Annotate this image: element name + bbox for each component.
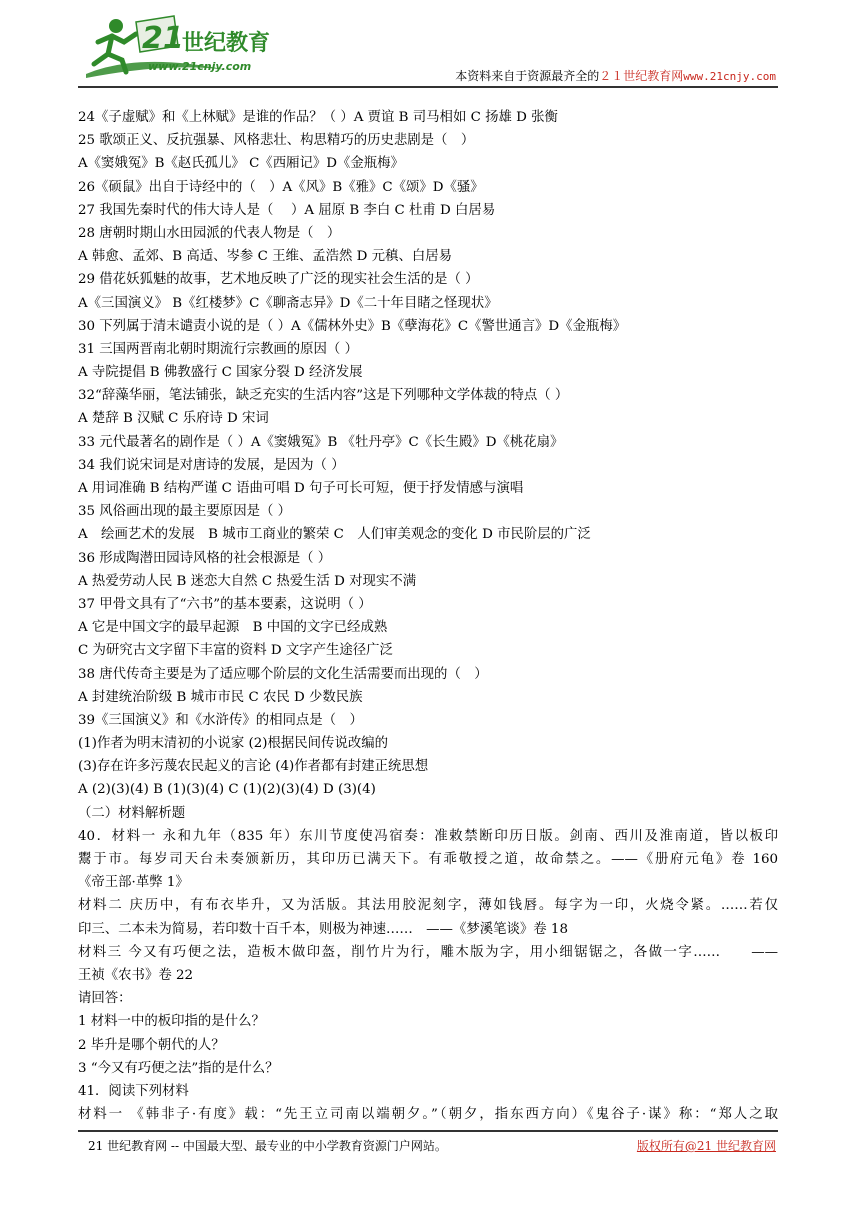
- text-line: 33 元代最著名的剧作是（ ）A《窦娥冤》B 《牡丹亭》C《长生殿》D《桃花扇》: [78, 434, 564, 450]
- text-line: 38 唐代传奇主要是为了适应哪个阶层的文化生活需要而出现的（ ）: [78, 666, 488, 682]
- site-logo[interactable]: [78, 12, 288, 84]
- text-line: 41．阅读下列材料: [78, 1083, 189, 1099]
- text-line: 35 风俗画出现的最主要原因是（ ）: [78, 504, 292, 520]
- runner-logo-icon: [78, 12, 288, 84]
- text-line: A 绘画艺术的发展 B 城市工商业的繁荣 C 人们审美观念的变化 D 市民阶层的广泛: [78, 527, 591, 543]
- text-line: 1 材料一中的板印指的是什么？: [78, 1014, 265, 1030]
- footer-divider: [78, 1130, 778, 1132]
- text-line: 36 形成陶潜田园诗风格的社会根源是（ ）: [78, 550, 332, 566]
- svg-text:21: 21: [142, 21, 184, 56]
- text-line: A 寺院提倡 B 佛教盛行 C 国家分裂 D 经济发展: [78, 365, 363, 381]
- text-line: 《帝王部·革弊 1》: [78, 875, 189, 891]
- text-line: 39《三国演义》和《水浒传》的相同点是（ ）: [78, 712, 363, 728]
- footer-copyright-link[interactable]: 版权所有@21 世纪教育网: [636, 1139, 776, 1153]
- text-line: 32“辞藻华丽，笔法铺张，缺乏充实的生活内容”这是下列哪种文学体裁的特点（ ）: [78, 388, 569, 404]
- text-line: A 楚辞 B 汉赋 C 乐府诗 D 宋词: [78, 411, 269, 427]
- header-note-site-link[interactable]: www.21cnjy.com: [683, 70, 776, 83]
- text-line: A《窦娥冤》B《赵氏孤儿》 C《西厢记》D《金瓶梅》: [78, 156, 404, 172]
- text-line: 34 我们说宋词是对唐诗的发展，是因为（ ）: [78, 457, 345, 473]
- text-line: (1)作者为明末清初的小说家 (2)根据民间传说改编的: [78, 736, 389, 752]
- text-line: A 韩愈、孟郊、B 高适、岑参 C 王维、孟浩然 D 元稹、白居易: [78, 249, 453, 265]
- text-line: 印三、二本未为简易，若印数十百千本，则极为神速…… ——《梦溪笔谈》卷 18: [78, 921, 568, 937]
- text-line: C 为研究古文字留下丰富的资料 D 文字产生途径广泛: [78, 643, 393, 659]
- text-line: 28 唐朝时期山水田园派的代表人物是（ ）: [78, 225, 341, 241]
- text-line: (3)存在许多污蔑农民起义的言论 (4)作者都有封建正统思想: [78, 759, 429, 775]
- text-line: A (2)(3)(4) B (1)(3)(4) C (1)(2)(3)(4) D (3)(4): [78, 782, 376, 798]
- text-line: 材料一 《韩非子·有度》载：“先王立司南以端朝夕。”（朝夕，指东西方向）《鬼谷子·谋》称：“郑人之取: [78, 1107, 778, 1123]
- text-line: 24《子虚赋》和《上林赋》是谁的作品？（ ）A 贾谊 B 司马相如 C 扬雄 D 张衡: [78, 110, 558, 125]
- text-line: 40．材料一 永和九年（835 年）东川节度使冯宿奏：准敕禁断印历日版。剑南、西川及淮南道，皆以板印: [78, 828, 778, 844]
- text-line: A 用词准确 B 结构严谨 C 语曲可唱 D 句子可长可短，便于抒发情感与演唱: [78, 481, 524, 496]
- page-header: [78, 12, 778, 86]
- text-line: A 热爱劳动人民 B 迷恋大自然 C 热爱生活 D 对现实不满: [78, 573, 417, 589]
- logo-url: www.21cnjy.com: [148, 60, 252, 73]
- text-line: 26《硕鼠》出自于诗经中的（ ）A《风》B《雅》C《颂》D《骚》: [78, 179, 484, 195]
- text-line: 3 “今又有巧便之法”指的是什么？: [78, 1060, 279, 1076]
- section-heading: （二）材料解析题: [78, 805, 186, 821]
- text-line: A《三国演义》 B《红楼梦》C《聊斋志异》D《二十年目睹之怪现状》: [78, 295, 498, 311]
- text-line: A 封建统治阶级 B 城市市民 C 农民 D 少数民族: [78, 689, 363, 705]
- document-body: [78, 106, 778, 1126]
- text-line: 王祯《农书》卷 22: [78, 967, 194, 983]
- header-note-highlight[interactable]: ２１世纪教育网: [599, 69, 684, 83]
- text-line: 请回答：: [78, 991, 132, 1007]
- text-line: 31 三国两晋南北朝时期流行宗教画的原因（ ）: [78, 341, 358, 357]
- text-line: 鬻于市。每岁司天台未奏颁新历，其印历已满天下。有乖敬授之道，故命禁之。——《册府元龟》卷 160: [78, 852, 778, 867]
- text-line: 30 下列属于清末谴责小说的是（ ）A《儒林外史》B《孽海花》C《警世通言》D《金瓶梅》: [78, 318, 627, 334]
- text-line: 材料三 今又有巧便之法，造板木做印盔，削竹片为行，雕木版为字，用小细锯锯之，各做一字…… ——: [78, 944, 778, 960]
- footer-text: 21 世纪教育网 -- 中国最大型、最专业的中小学教育资源门户网站。: [88, 1139, 447, 1153]
- text-line: A 它是中国文字的最早起源 B 中国的文字已经成熟: [78, 620, 388, 636]
- text-line: 2 毕升是哪个朝代的人？: [78, 1037, 225, 1053]
- text-line: 27 我国先秦时代的伟大诗人是（ ）A 屈原 B 李白 C 杜甫 D 白居易: [78, 202, 496, 218]
- header-note-prefix: 本资料来自于资源最齐全的: [455, 69, 600, 83]
- text-line: 37 甲骨文具有了“六书”的基本要素，这说明（ ）: [78, 596, 372, 612]
- text-line: 材料二 庆历中，有布衣毕升，又为活版。其法用胶泥刻字，薄如钱唇。每字为一印，火烧令紧。……若仅: [78, 898, 778, 914]
- text-line: 25 歌颂正义、反抗强暴、风格悲壮、构思精巧的历史悲剧是（ ）: [78, 133, 475, 149]
- header-note: [455, 67, 776, 84]
- header-divider: [78, 86, 778, 88]
- text-line: 29 借花妖狐魅的故事，艺术地反映了广泛的现实社会生活的是（ ）: [78, 272, 479, 288]
- logo-text: 世纪教育: [182, 31, 271, 56]
